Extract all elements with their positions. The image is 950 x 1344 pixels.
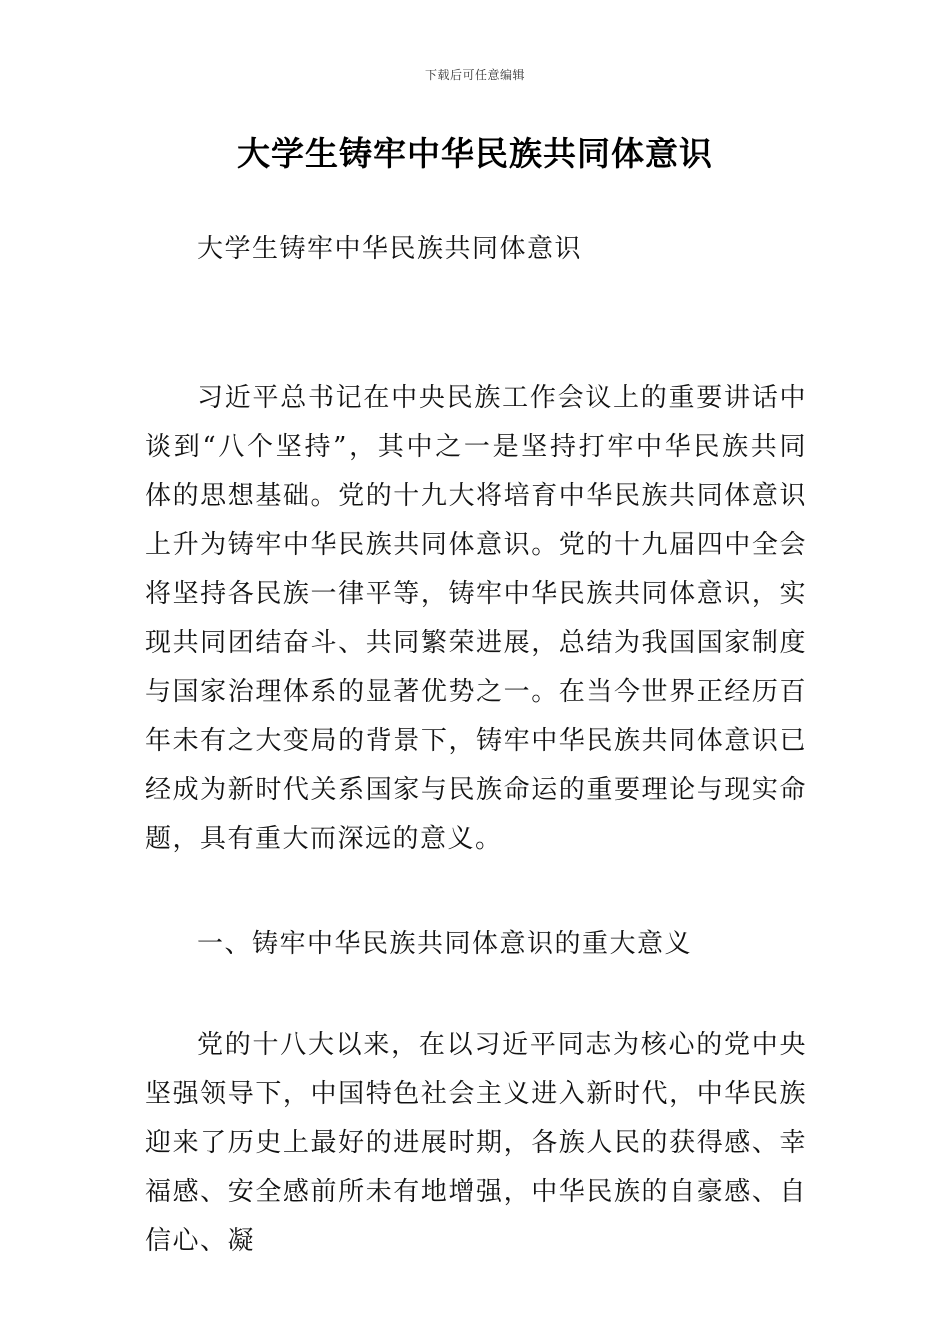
document-subtitle: 大学生铸牢中华民族共同体意识 [197, 234, 583, 264]
section-paragraph: 党的十八大以来，在以习近平同志为核心的党中央坚强领导下，中国特色社会主义进入新时代，中华民族迎来了历史上最好的进展时期，各族人民的获得感、幸福感、安全感前所未有地增强，中华民族的自豪感、自信心、凝 [145, 1030, 807, 1256]
header-note: 下载后可任意编辑 [424, 68, 525, 82]
section-heading: 一、铸牢中华民族共同体意识的重大意义 [197, 929, 693, 959]
intro-paragraph: 习近平总书记在中央民族工作会议上的重要讲话中谈到“八个坚持”，其中之一是坚持打牢中华民族共同体的思想基础。党的十九大将培育中华民族共同体意识上升为铸牢中华民族共同体意识。党的十九届四中全会将坚持各民族一律平等，铸牢中华民族共同体意识，实现共同团结奋斗、共同繁荣进展，总结为我国国家制度与国家治理体系的显著优势之一。在当今世界正经历百年未有之大变局的背景下，铸牢中华民族共同体意识已经成为新时代关系国家与民族命运的重要理论与现实命题，具有重大而深远的意义。 [145, 383, 807, 854]
document-title: 大学生铸牢中华民族共同体意识 [237, 134, 713, 173]
